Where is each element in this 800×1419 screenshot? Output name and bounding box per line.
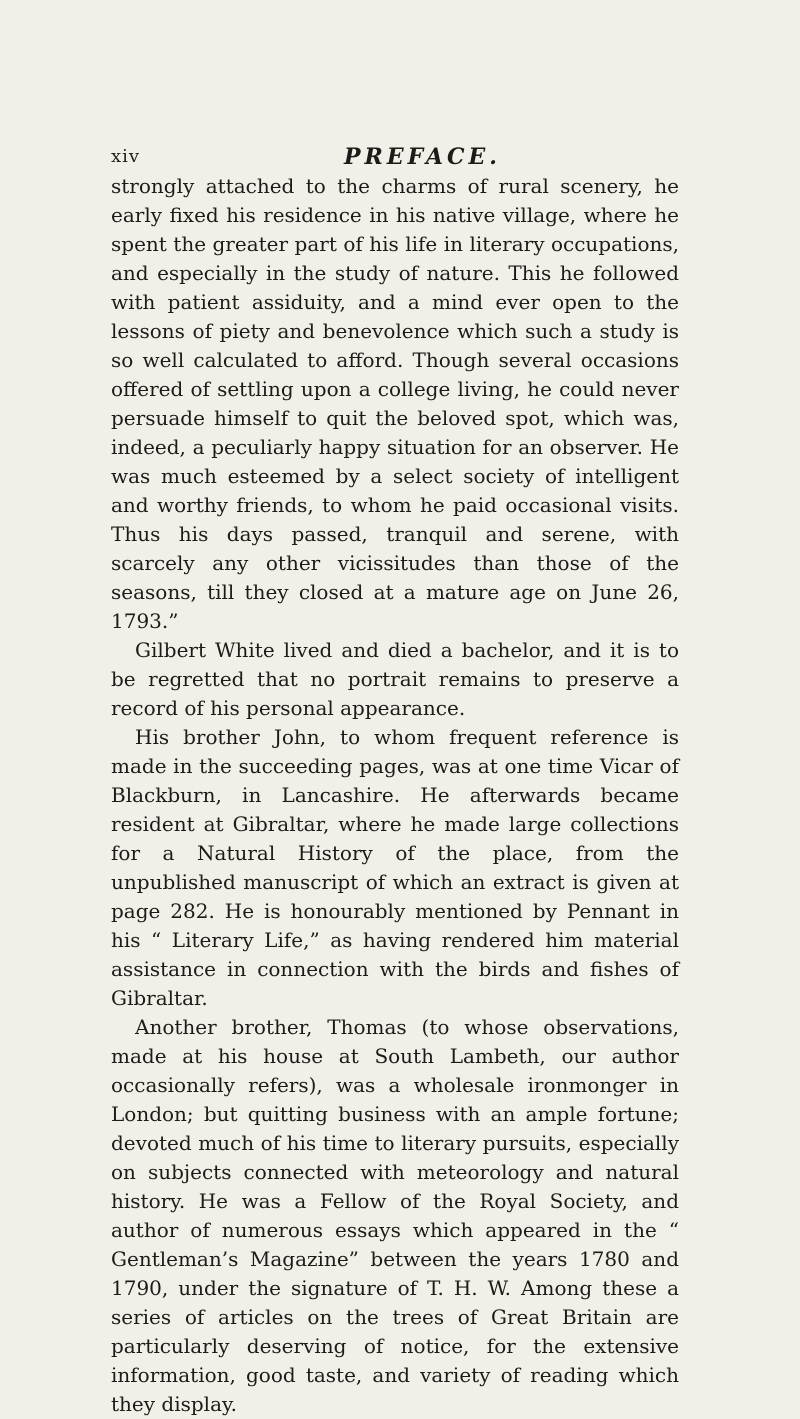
section-title: PREFACE.: [344, 144, 501, 170]
paragraph-continued: strongly attached to the charms of rural scenery, he early fixed his residence in his native village, where he spent the greater part of his life in literary occupations, and especially in the study of nature. This he followed with patient assiduity, and a mind ever open to the lessons of piety and benevolence which such a study is so well calculated to afford. Though several occasions offered of settling upon a college living, he could never persuade himself to quit the beloved spot, which was, indeed, a peculiarly happy situation for an observer. He was much esteemed by a select society of intelligent and worthy friends, to whom he paid occasional visits. Thus his days passed, tranquil and serene, with scarcely any other vicissitudes than those of the seasons, till they closed at a mature age on June 26, 1793.”: [111, 174, 679, 633]
paragraph-brother-thomas: Another brother, Thomas (to whose observations, made at his house at South Lambeth, our author occasionally refers), was a wholesale ironmonger in London; but quitting business with an ample fortune; devoted much of his time to literary pursuits, especially on subjects connected with meteorology and natural history. He was a Fellow of the Royal Society, and author of numerous essays which appeared in the “ Gentleman’s Magazine” between the years 1780 and 1790, under the signature of T. H. W. Among these a series of articles on the trees of Great Britain are particularly deserving of notice, for the extensive information, good taste, and variety of reading which they display.: [111, 1015, 679, 1416]
paragraph-brother-john: His brother John, to whom frequent reference is made in the succeeding pages, was at one time Vicar of Blackburn, in Lancashire. He afterwards became resident at Gibraltar, where he made large collections for a Natural History of the place, from the unpublished manuscript of which an extract is given at page 282. He is honourably mentioned by Pennant in his “ Literary Life,” as having rendered him material assistance in connection with the birds and fishes of Gibraltar.: [111, 725, 679, 1010]
page-number: xiv: [111, 146, 141, 167]
body-text: [111, 172, 679, 1419]
paragraph-gilbert-white: Gilbert White lived and died a bachelor, and it is to be regretted that no portrait remains to preserve a record of his personal appearance.: [111, 638, 679, 720]
